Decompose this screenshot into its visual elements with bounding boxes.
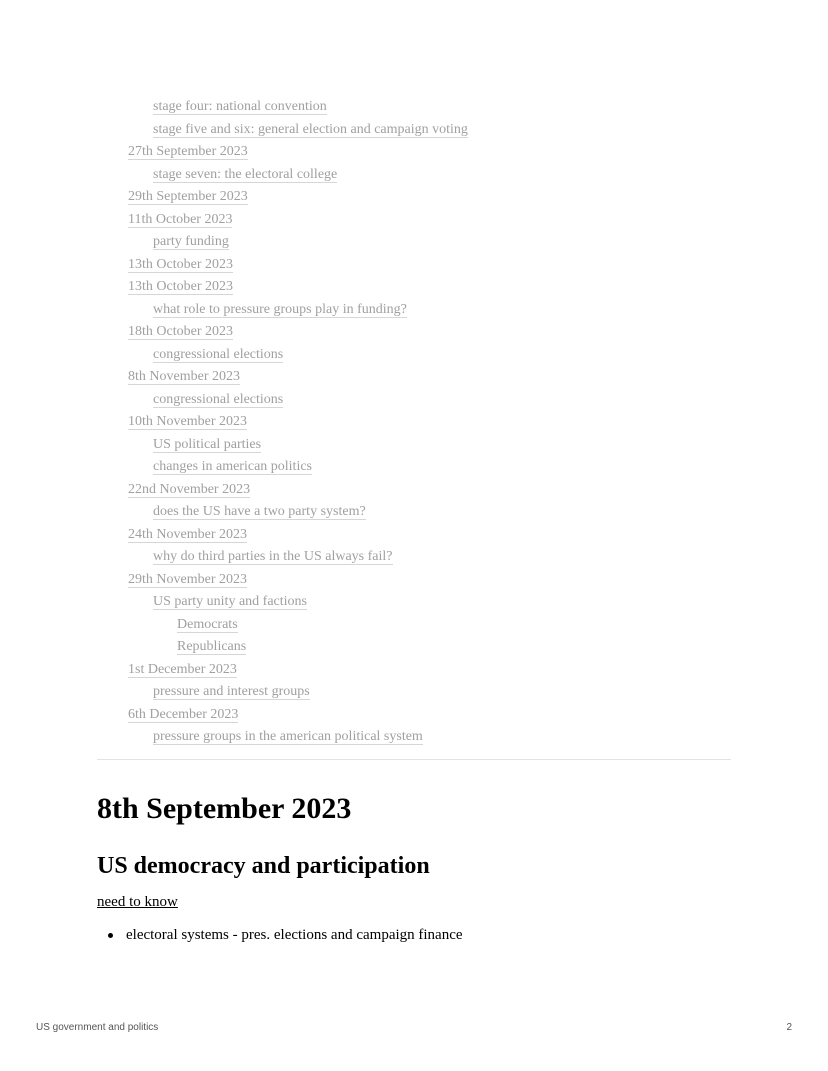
toc-entry	[0, 187, 248, 209]
toc-entry	[0, 615, 238, 637]
toc-link[interactable]: Republicans	[177, 639, 247, 654]
toc-link[interactable]: pressure groups in the american political system	[153, 729, 423, 744]
list-item-text: electoral systems - pres. elections and campaign finance	[126, 927, 463, 943]
bullet-list	[105, 924, 463, 946]
toc-link[interactable]: 24th November 2023	[128, 526, 247, 542]
toc-entry	[0, 705, 238, 727]
toc-entry	[0, 727, 423, 749]
toc-link[interactable]: stage five and six: general election and campaign voting	[153, 121, 468, 137]
toc-entry	[0, 547, 393, 569]
toc-entry	[0, 97, 327, 119]
toc-entry	[0, 345, 283, 367]
toc-link[interactable]: 1st December 2023	[128, 661, 237, 677]
toc-entry	[0, 255, 233, 277]
date-heading: 8th September 2023	[97, 792, 352, 825]
toc-entry	[0, 592, 307, 614]
toc-entry	[0, 142, 248, 164]
toc-link[interactable]: 10th November 2023	[128, 414, 247, 429]
toc-entry	[0, 637, 246, 659]
toc-link[interactable]: does the US have a two party system?	[153, 504, 366, 519]
toc-entry	[0, 277, 233, 299]
toc-link[interactable]: 18th October 2023	[128, 324, 233, 339]
toc-entry	[0, 210, 232, 232]
toc-entry	[0, 322, 233, 344]
toc-link[interactable]: stage seven: the electoral college	[153, 166, 338, 182]
toc-link[interactable]: 13th October 2023	[128, 256, 233, 272]
toc-entry	[0, 232, 229, 254]
toc-link[interactable]: 29th September 2023	[128, 189, 248, 204]
toc-link[interactable]: US political parties	[153, 436, 262, 452]
toc-link[interactable]: US party unity and factions	[153, 594, 307, 609]
section-divider	[97, 759, 731, 760]
toc-link[interactable]: party funding	[153, 234, 229, 249]
toc-link[interactable]: 8th November 2023	[128, 369, 240, 384]
toc-link[interactable]: stage four: national convention	[153, 99, 327, 114]
toc-link[interactable]: 11th October 2023	[128, 211, 233, 227]
toc-link[interactable]: pressure and interest groups	[153, 684, 310, 699]
toc-link[interactable]: changes in american politics	[153, 459, 312, 474]
need-to-know-label: need to know	[97, 894, 178, 910]
bullet-icon	[108, 933, 113, 938]
toc-link[interactable]: 29th November 2023	[128, 571, 247, 587]
toc-link[interactable]: 13th October 2023	[128, 279, 233, 294]
toc-entry	[0, 525, 247, 547]
toc-link[interactable]: Democrats	[177, 616, 238, 632]
toc-link[interactable]: 22nd November 2023	[128, 481, 251, 497]
footer-document-title: US government and politics	[36, 1022, 159, 1033]
toc-link[interactable]: congressional elections	[153, 346, 284, 362]
toc-entry	[0, 367, 240, 389]
toc-entry	[0, 165, 337, 187]
topic-heading: US democracy and participation	[97, 853, 430, 879]
toc-entry	[0, 412, 247, 434]
toc-entry	[0, 300, 407, 322]
toc-entry	[0, 120, 468, 142]
toc-link[interactable]: congressional elections	[153, 391, 284, 407]
toc-entry	[0, 502, 366, 524]
toc-link[interactable]: 27th September 2023	[128, 144, 248, 159]
toc-link[interactable]: why do third parties in the US always fail?	[153, 549, 393, 564]
toc-entry	[0, 390, 283, 412]
toc-entry	[0, 660, 237, 682]
toc-link[interactable]: 6th December 2023	[128, 706, 239, 722]
toc-entry	[0, 682, 310, 704]
toc-link[interactable]: what role to pressure groups play in funding?	[153, 301, 407, 317]
list-item	[105, 924, 463, 946]
toc-entry	[0, 457, 312, 479]
toc-entry	[0, 480, 250, 502]
footer-page-number: 2	[786, 1022, 792, 1033]
toc-entry	[0, 570, 247, 592]
toc-entry	[0, 435, 261, 457]
